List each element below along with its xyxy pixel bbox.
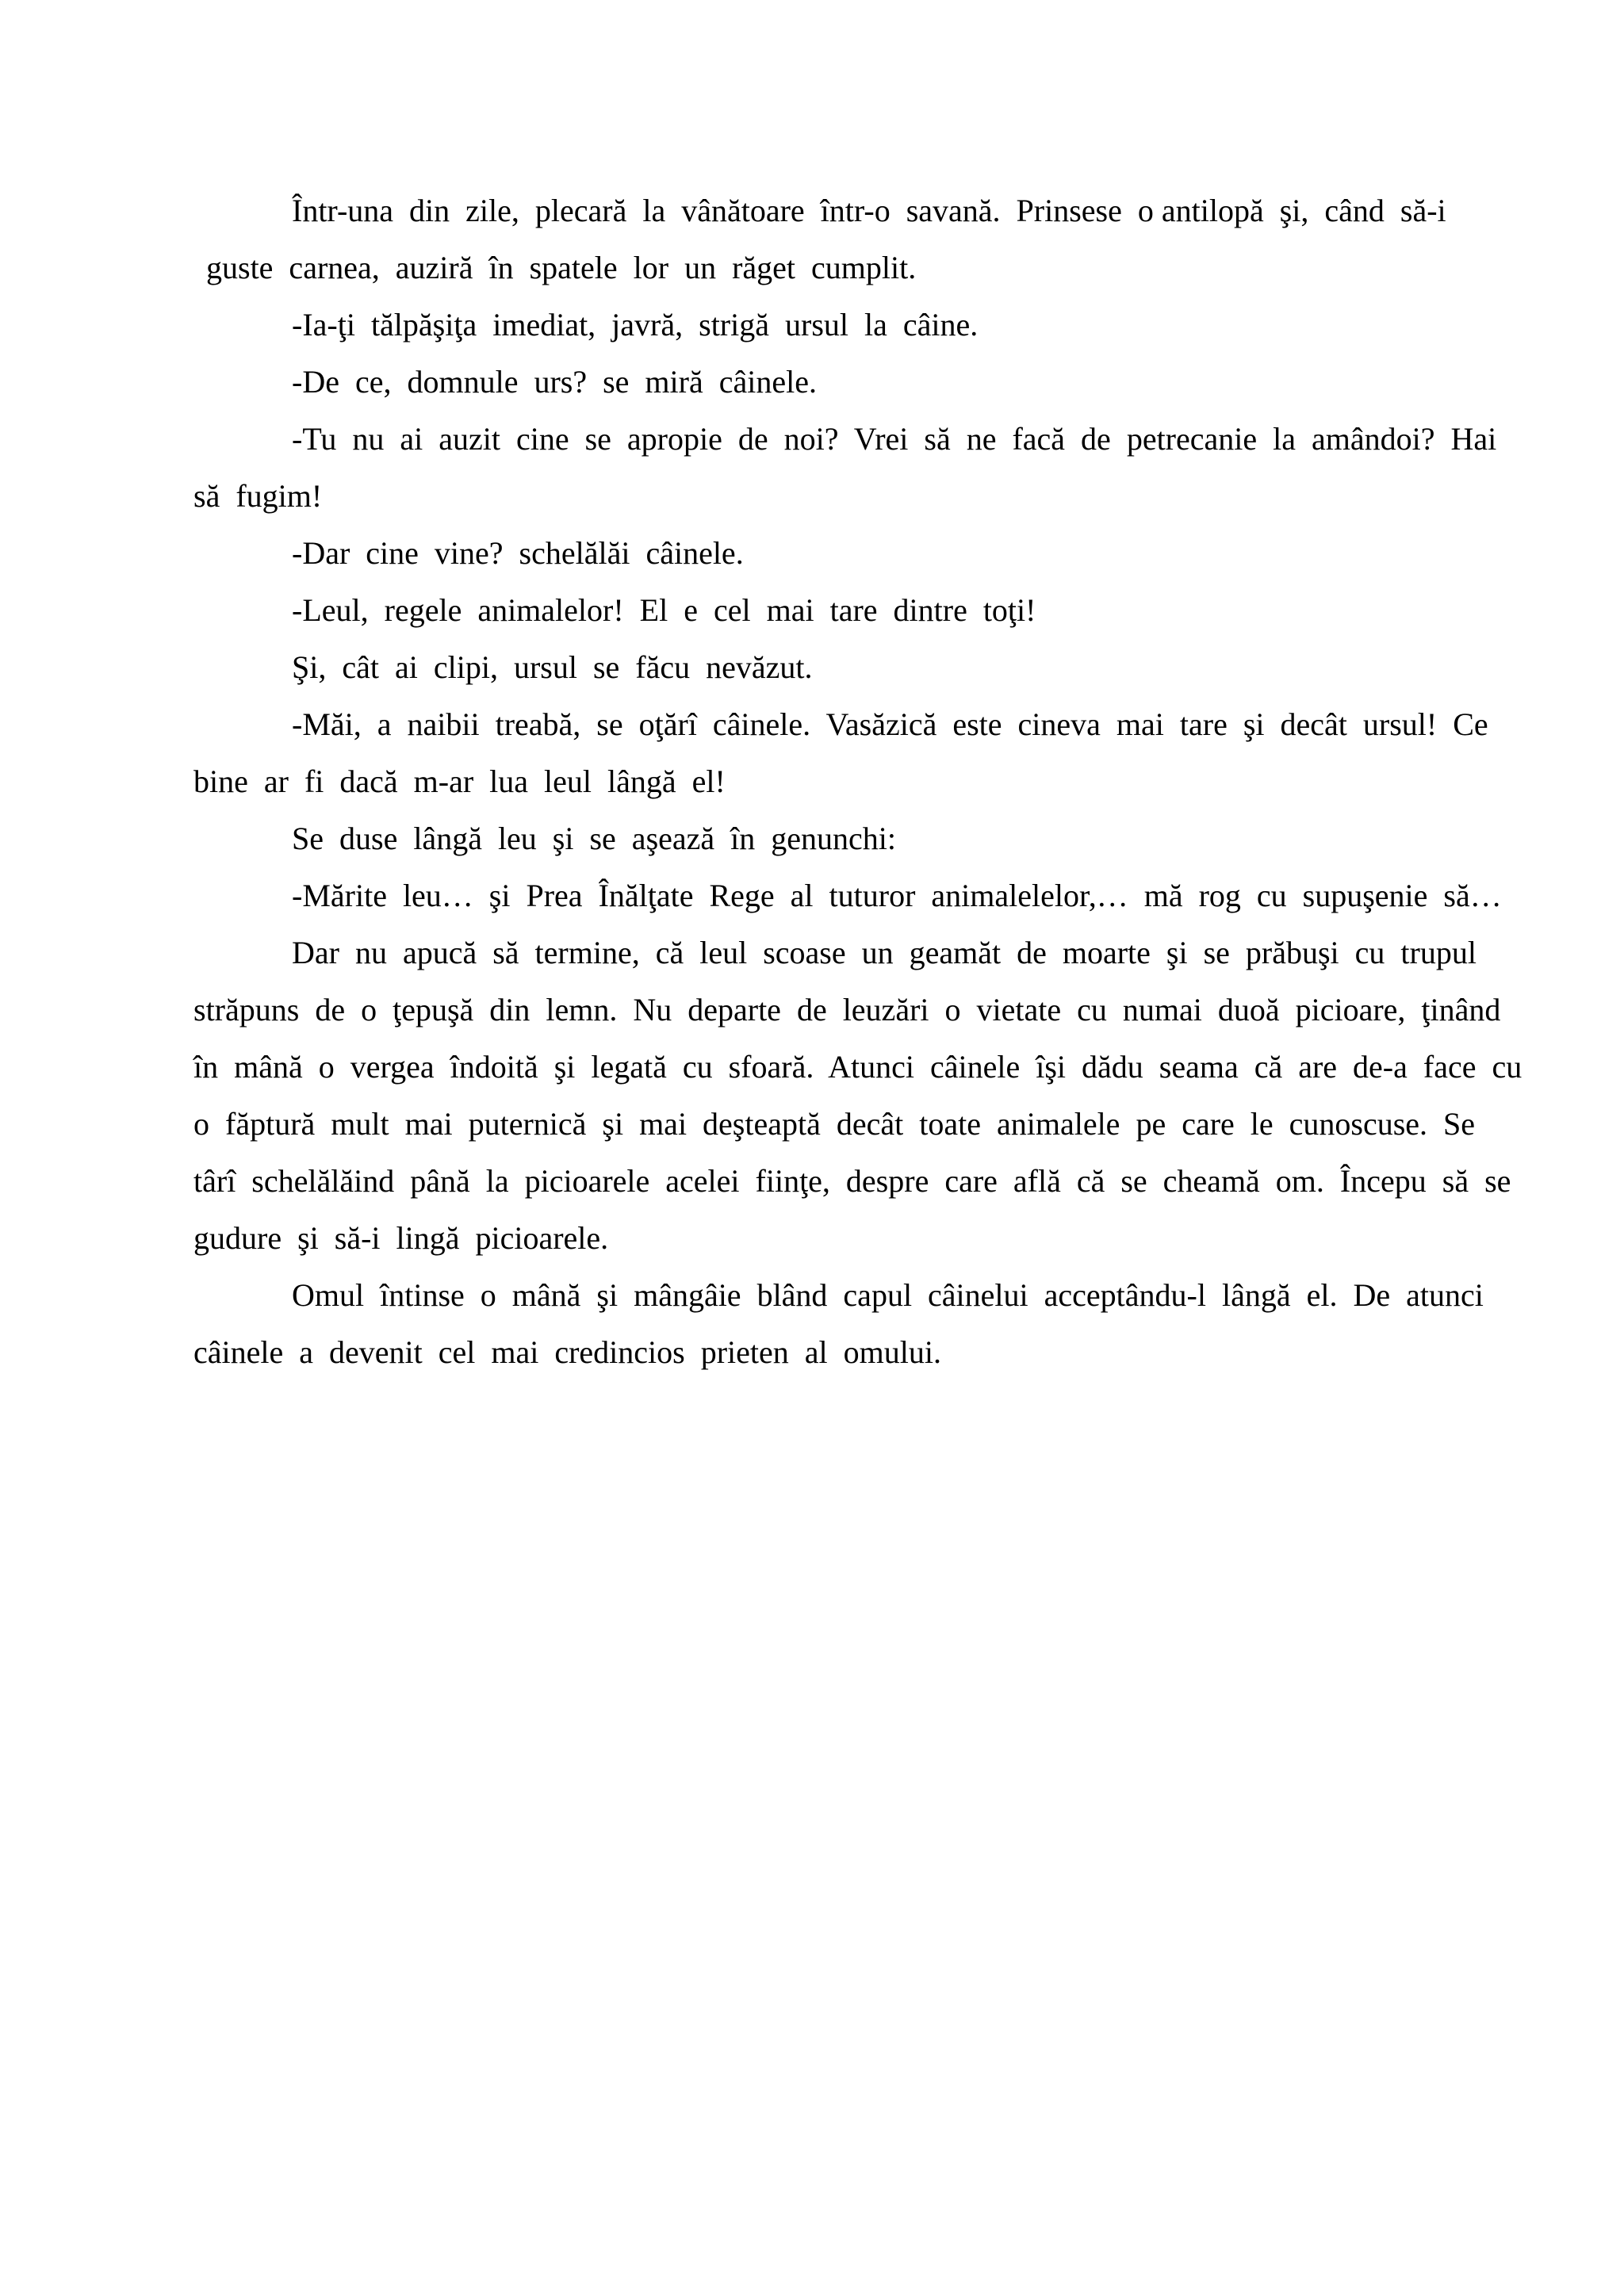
text-line: Se duse lângă leu şi se aşează în genunchi: — [292, 821, 896, 856]
text-line: guste carnea, auziră în spatele lor un răget cumplit. — [206, 250, 917, 285]
text-line: Omul întinse o mână şi mângâie blând capul câinelui acceptându-l lângă el. De atunci — [292, 1277, 1484, 1313]
text-line: -Mărite leu… şi Prea Înălţate Rege al tuturor animalelelor,… mă rog cu supuşenie să… — [292, 878, 1502, 913]
text-line: -Dar cine vine? schelălăi câinele. — [292, 535, 744, 571]
text-line: o făptură mult mai puternică şi mai deşteaptă decât toate animalele pe care le cunoscuse. Se — [193, 1106, 1476, 1142]
text-line: târî schelălăind până la picioarele acelei fiinţe, despre care află că se cheamă om. Începu să se — [193, 1163, 1511, 1199]
text-line: -Tu nu ai auzit cine se apropie de noi? Vrei să ne facă de petrecanie la amândoi? Hai — [292, 421, 1497, 457]
text-line: Şi, cât ai clipi, ursul se făcu nevăzut. — [292, 649, 813, 685]
text-line: câinele a devenit cel mai credincios prieten al omului. — [193, 1334, 941, 1370]
text-line: -Ia-ţi tălpăşiţa imediat, javră, strigă ursul la câine. — [292, 307, 979, 342]
text-line: gudure şi să-i lingă picioarele. — [193, 1220, 609, 1256]
text-line: Dar nu apucă să termine, că leul scoase un geamăt de moarte şi se prăbuşi cu trupul — [292, 935, 1477, 970]
text-line: bine ar fi dacă m-ar lua leul lângă el! — [193, 763, 726, 799]
text-line: străpuns de o ţepuşă din lemn. Nu departe de leuzări o vietate cu numai duoă picioare, ţinând — [193, 992, 1501, 1027]
text-line: în mână o vergea îndoită şi legată cu sfoară. Atunci câinele îşi dădu seama că are de-a face cu — [193, 1049, 1522, 1085]
text-line: -Măi, a naibii treabă, se oţărî câinele. Vasăzică este cineva mai tare şi decât ursul! Ce — [292, 706, 1488, 742]
text-line: să fugim! — [193, 478, 323, 514]
text-line: -De ce, domnule urs? se miră câinele. — [292, 364, 817, 400]
text-line: Într-una din zile, plecară la vânătoare într-o savană. Prinsese o antilopă şi, când să-i — [292, 193, 1446, 228]
text-line: -Leul, regele animalelor! El e cel mai tare dintre toţi! — [292, 592, 1036, 628]
